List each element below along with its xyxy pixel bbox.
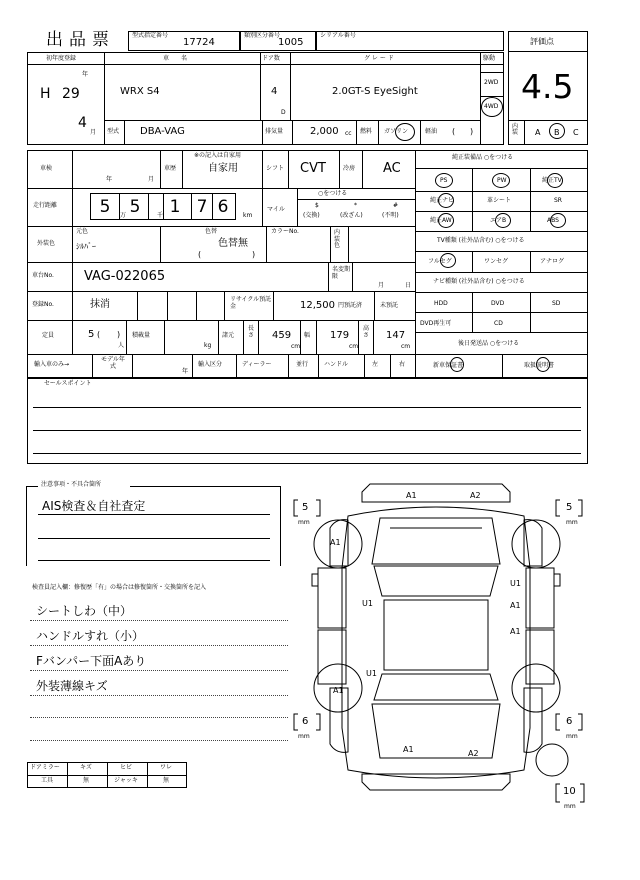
damage-label: U1 [510, 579, 521, 588]
doors: 4 [271, 86, 278, 97]
capacity: 5 [88, 329, 95, 340]
sales-point-box [27, 378, 588, 464]
class-no: 1005 [278, 37, 304, 48]
paint-value: 色替無 [218, 238, 248, 249]
tv-title: TV種類 (社外品含む) ○をつける [437, 237, 525, 244]
damage-label: A1 [406, 491, 417, 500]
mileage-digit: 5 [129, 197, 141, 217]
note-line: Fバンパー下面Aあり [36, 654, 147, 668]
damage-label: A1 [330, 538, 341, 547]
mileage-digit: 6 [217, 197, 229, 217]
fuel-gas-circle [395, 123, 415, 141]
type-no: 17724 [183, 37, 215, 48]
damage-label: A2 [470, 491, 481, 500]
navi-title: ナビ種類 (社外品含む) ○をつける [433, 278, 525, 285]
width: 179 [330, 330, 350, 341]
recycle-fee: 12,500 [300, 300, 335, 311]
reg-month: 4 [78, 115, 87, 131]
tire-fr-value: 5 [566, 502, 573, 513]
damage-label: A1 [333, 686, 344, 695]
score-value: 4.5 [521, 67, 574, 106]
reg-no: 抹消 [90, 299, 110, 310]
inspector-note: 検査員記入欄：修復歴「有」の場合は修復箇所・交換箇所を記入 [32, 584, 207, 591]
length: 459 [272, 330, 292, 341]
damage-label: U1 [366, 669, 377, 678]
tire-rl-value: 6 [302, 716, 309, 727]
interior-grade-circle [549, 123, 565, 139]
ac: AC [383, 161, 401, 176]
damage-label: U1 [362, 599, 373, 608]
form-title: 出品票 [46, 30, 115, 50]
note-line: 外装薄線キズ [36, 679, 108, 693]
damage-label: A2 [468, 749, 479, 758]
shift: CVT [300, 161, 326, 176]
tire-spare-value: 10 [563, 786, 576, 797]
height: 147 [386, 330, 406, 341]
reg-year: 29 [62, 86, 80, 102]
docs-title: 後日発送品 ○をつける [458, 340, 520, 347]
sales-point-label: セールスポイント [44, 380, 92, 387]
note-line-1: AIS検査＆自社査定 [42, 499, 146, 513]
mileage-digit: 5 [99, 197, 111, 217]
orig-color: ｼﾙﾊﾞｰ [76, 242, 96, 251]
displacement: 2,000 [310, 126, 339, 137]
drive-4wd-circle [481, 97, 503, 117]
grade: 2.0GT-S EyeSight [332, 86, 418, 97]
mileage-digit: 7 [196, 197, 208, 217]
equipment-title: 純正装備品 ○をつける [452, 154, 514, 161]
era: H [40, 86, 51, 102]
notes-title: 注意事項・不具合箇所 [41, 481, 102, 488]
damage-label: A1 [510, 601, 521, 610]
interior-label: 内装 [512, 123, 519, 137]
car-damage-diagram [290, 478, 590, 808]
car-name: WRX S4 [120, 86, 160, 97]
history: 自家用 [208, 163, 238, 174]
damage-label: A1 [510, 627, 521, 636]
note-line: ハンドルすれ（小） [36, 629, 145, 643]
note-line: シートしわ（中） [36, 604, 133, 618]
chassis-no: VAG-022065 [84, 269, 166, 284]
mileage-digit: 1 [169, 197, 181, 217]
score-label: 評価点 [530, 37, 554, 46]
model: DBA-VAG [140, 126, 185, 137]
tire-rr-value: 6 [566, 716, 573, 727]
damage-label: A1 [403, 745, 414, 754]
tire-fl-value: 5 [302, 502, 309, 513]
